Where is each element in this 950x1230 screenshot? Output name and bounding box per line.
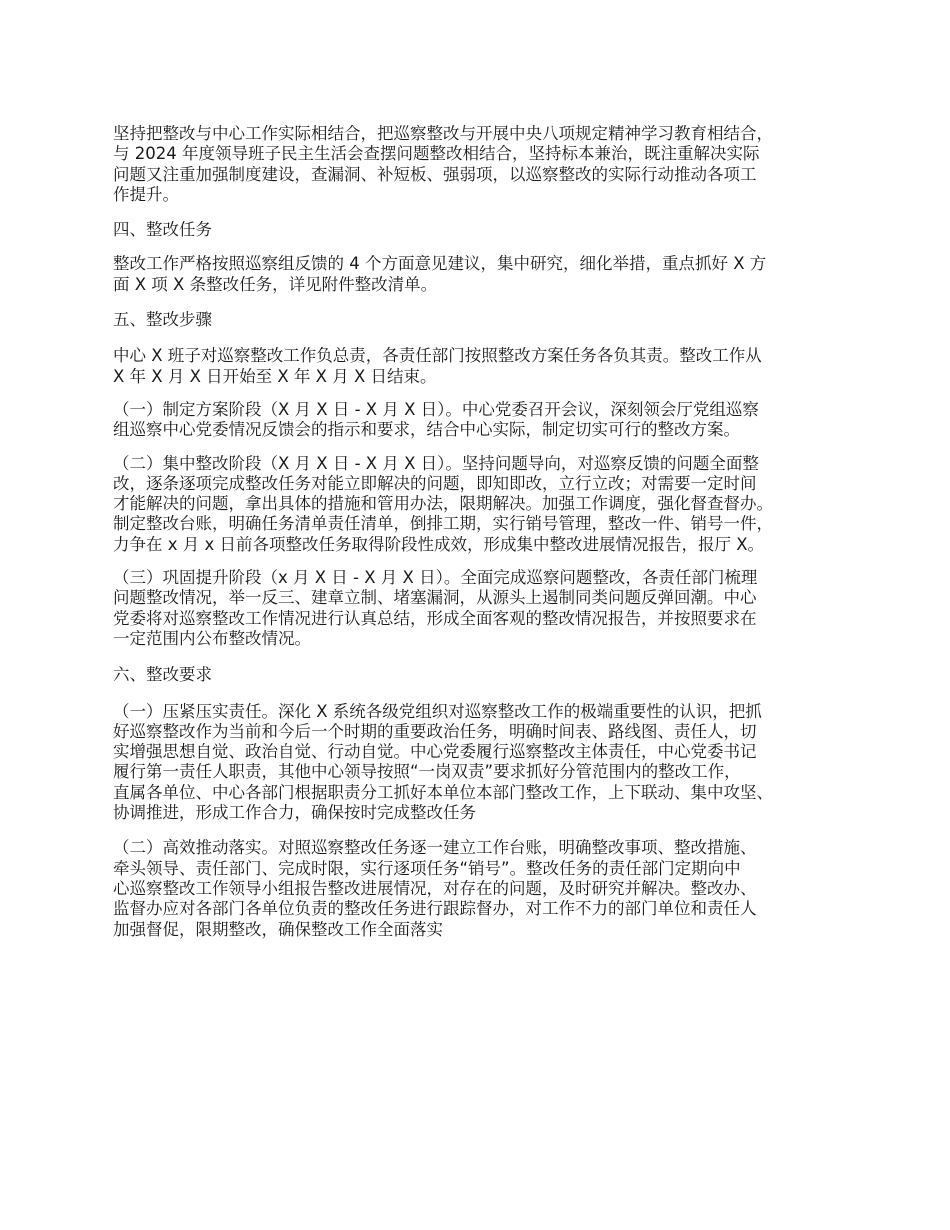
- paragraph-tasks: 整改工作严格按照巡察组反馈的 4 个方面意见建议，集中研究，细化举措，重点抓好 X 方 面 X 项 X 条整改任务，详见附件整改清单。: [113, 254, 767, 294]
- paragraph-steps-intro: 中心 X 班子对巡察整改工作负总责，各责任部门按照整改方案任务各负其责。整改工作从 X 年 X 月 X 日开始至 X 年 X 月 X 日结束。: [113, 346, 762, 386]
- section-heading-requirements: 六、整改要求: [113, 665, 212, 685]
- paragraph-step-three: （三）巩固提升阶段（x 月 X 日 - X 月 X 日）。全面完成巡察问题整改，各责任部门梳理 问题整改情况，举一反三、建章立制、堵塞漏洞，从源头上遏制同类问题反弹回潮。中心 党委将对巡察整改工作情况进行认真总结，形成全面客观的整改情况报告，并按照要求在 一定范围内公布整改情况。: [113, 568, 758, 648]
- paragraph-step-one: （一）制定方案阶段（X 月 X 日 - X 月 X 日）。中心党委召开会议，深刻领会厅党组巡察 组巡察中心党委情况反馈会的指示和要求，结合中心实际，制定切实可行的整改方案。: [113, 399, 759, 440]
- paragraph-requirement-two: （二）高效推动落实。对照巡察整改任务逐一建立工作台账，明确整改事项、整改措施、 牵头领导、责任部门、完成时限，实行逐项任务“销号”。整改任务的责任部门定期向中 心巡察整改工作领导小组报告整改进展情况，对存在的问题，及时研究并解决。整改办、 监督办应对各部门各单位负责的整改任务进行跟踪督办，对工作不力的部门单位和责任人 加强督促，限期整改，确保整改工作全面落实: [113, 838, 757, 939]
- section-heading-steps: 五、整改步骤: [113, 310, 212, 330]
- section-heading-tasks: 四、整改任务: [113, 220, 212, 240]
- paragraph-requirement-one: （一）压紧压实责任。深化 X 系统各级党组织对巡察整改工作的极端重要性的认识，把抓 好巡察整改作为当前和今后一个时期的重要政治任务，明确时间表、路线图、责任人，切 实增强思想自觉、政治自觉、行动自觉。中心党委履行巡察整改主体责任，中心党委书记 履行第一责任人职责，其他中心领导按照“一岗双责”要求抓好分管范围内的整改工作， 直属各单位、中心各部门根据职责分工抓好本单位本部门整改工作，上下联动、集中攻坚、 协调推进，形成工作合力，确保按时完成整改任务: [113, 701, 773, 823]
- paragraph-integration: 坚持把整改与中心工作实际相结合，把巡察整改与开展中央八项规定精神学习教育相结合， 与 2024 年度领导班子民主生活会查摆问题整改相结合，坚持标本兼治，既注重解决实际 问题又注重加强制度建设，查漏洞、补短板、强弱项，以巡察整改的实际行动推动各项工 作提升。: [113, 124, 773, 204]
- document-body: [113, 124, 861, 952]
- paragraph-step-two: （二）集中整改阶段（X 月 X 日 - X 月 X 日）。坚持问题导向，对巡察反馈的问题全面整 改，逐条逐项完成整改任务对能立即解决的问题，即知即改，立行立改；对需要一定时间 才能解决的问题，拿出具体的措施和管用办法，限期解决。加强工作调度，强化督查督办。 制定整改台账，明确任务清单责任清单，倒排工期，实行销号管理，整改一件、销号一件， 力争在 x 月 x 日前各项整改任务取得阶段性成效，形成集中整改进展情况报告，报厅 X。: [113, 453, 773, 554]
